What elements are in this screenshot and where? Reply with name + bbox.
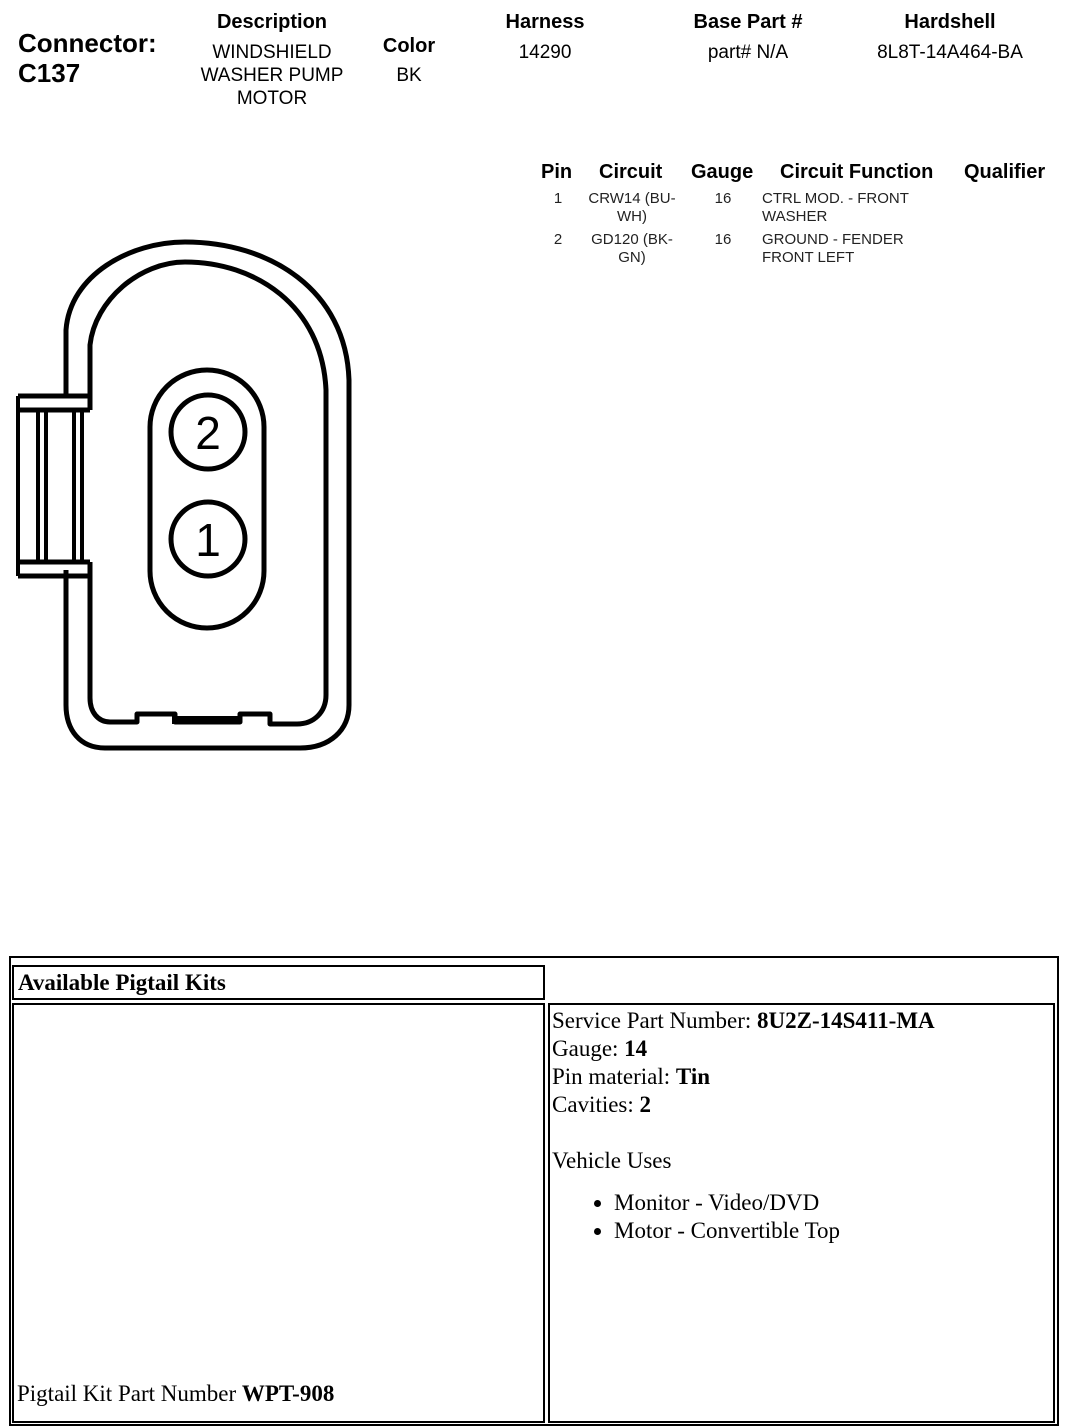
qualifier-header: Qualifier — [964, 161, 1046, 183]
cavities-row — [552, 1091, 935, 1119]
latch-tab-body — [18, 396, 82, 576]
function-line: CTRL MOD. - FRONT — [762, 190, 909, 207]
service-part-value: 8U2Z-14S411-MA — [757, 1008, 935, 1033]
hardshell-label: Hardshell — [904, 11, 996, 33]
pin-cell: 2 — [553, 231, 563, 248]
gauge-label: Gauge: — [552, 1036, 625, 1061]
connector-id: C137 — [18, 58, 81, 88]
gauge-header: Gauge — [691, 161, 754, 183]
list-item: • Monitor - Video/DVD — [614, 1189, 935, 1217]
connector-diagram — [0, 230, 380, 770]
pigtail-details — [552, 1007, 935, 1245]
color-value: BK — [396, 65, 422, 86]
kit-part-label: Pigtail Kit Part Number — [17, 1381, 242, 1406]
function-line: GROUND - FENDER — [762, 231, 904, 248]
circuit-line: GN) — [618, 249, 646, 266]
function-cell — [762, 231, 952, 267]
connector-outer-shell — [66, 242, 349, 748]
description-line: WINDSHIELD — [212, 42, 332, 63]
connector-label: Connector: — [18, 28, 157, 58]
service-part-label: Service Part Number: — [552, 1008, 758, 1033]
circuit-cell — [580, 231, 684, 267]
pin-1-label: 1 — [195, 514, 221, 566]
pigtail-image-cell — [12, 1003, 545, 1423]
gauge-cell: 16 — [714, 231, 732, 248]
color-label: Color — [382, 35, 436, 57]
description-value — [172, 41, 372, 110]
pin-header: Pin — [541, 161, 573, 183]
circuit-cell — [580, 190, 684, 226]
gauge-cell: 16 — [714, 190, 732, 207]
function-line: FRONT LEFT — [762, 249, 855, 266]
function-line: WASHER — [762, 208, 828, 225]
connector-key — [172, 716, 240, 724]
list-item: • Motor - Convertible Top — [614, 1217, 935, 1245]
cavities-value: 2 — [639, 1092, 652, 1117]
pin-cell: 1 — [553, 190, 563, 207]
base-part-value: part# N/A — [707, 42, 789, 63]
circuit-line: GD120 (BK- — [591, 231, 673, 248]
harness-label: Harness — [505, 11, 585, 33]
pigtail-title-cell — [12, 965, 545, 1000]
service-part-row — [552, 1007, 935, 1035]
pin-2-label: 2 — [195, 407, 221, 459]
pin-material-label: Pin material: — [552, 1064, 676, 1089]
pigtail-details-cell — [548, 1003, 1055, 1423]
kit-part-value: WPT-908 — [241, 1381, 335, 1406]
circuit-header: Circuit — [599, 161, 663, 183]
circuit-line: CRW14 (BU- — [588, 190, 676, 207]
vehicle-uses-label: Vehicle Uses — [552, 1148, 672, 1173]
description-line: WASHER PUMP — [200, 65, 344, 86]
gauge-value: 14 — [624, 1036, 648, 1061]
connector-inner-shell — [90, 262, 326, 724]
cavities-label: Cavities: — [552, 1092, 640, 1117]
pin-material-value: Tin — [675, 1064, 711, 1089]
connector-title — [18, 28, 157, 88]
description-line: MOTOR — [236, 88, 308, 109]
pin-material-row — [552, 1063, 935, 1091]
pigtail-kit-part-number — [17, 1380, 334, 1408]
gauge-row — [552, 1035, 935, 1063]
latch-tab — [18, 396, 90, 576]
circuit-line: WH) — [617, 208, 647, 225]
function-cell — [762, 190, 952, 226]
circuit-function-header: Circuit Function — [780, 161, 934, 183]
description-label: Description — [216, 11, 328, 33]
hardshell-value: 8L8T-14A464-BA — [877, 42, 1023, 63]
vehicle-uses-list — [552, 1189, 935, 1245]
pigtail-title: Available Pigtail Kits — [18, 970, 226, 995]
base-part-label: Base Part # — [693, 11, 803, 33]
harness-value: 14290 — [518, 42, 572, 63]
